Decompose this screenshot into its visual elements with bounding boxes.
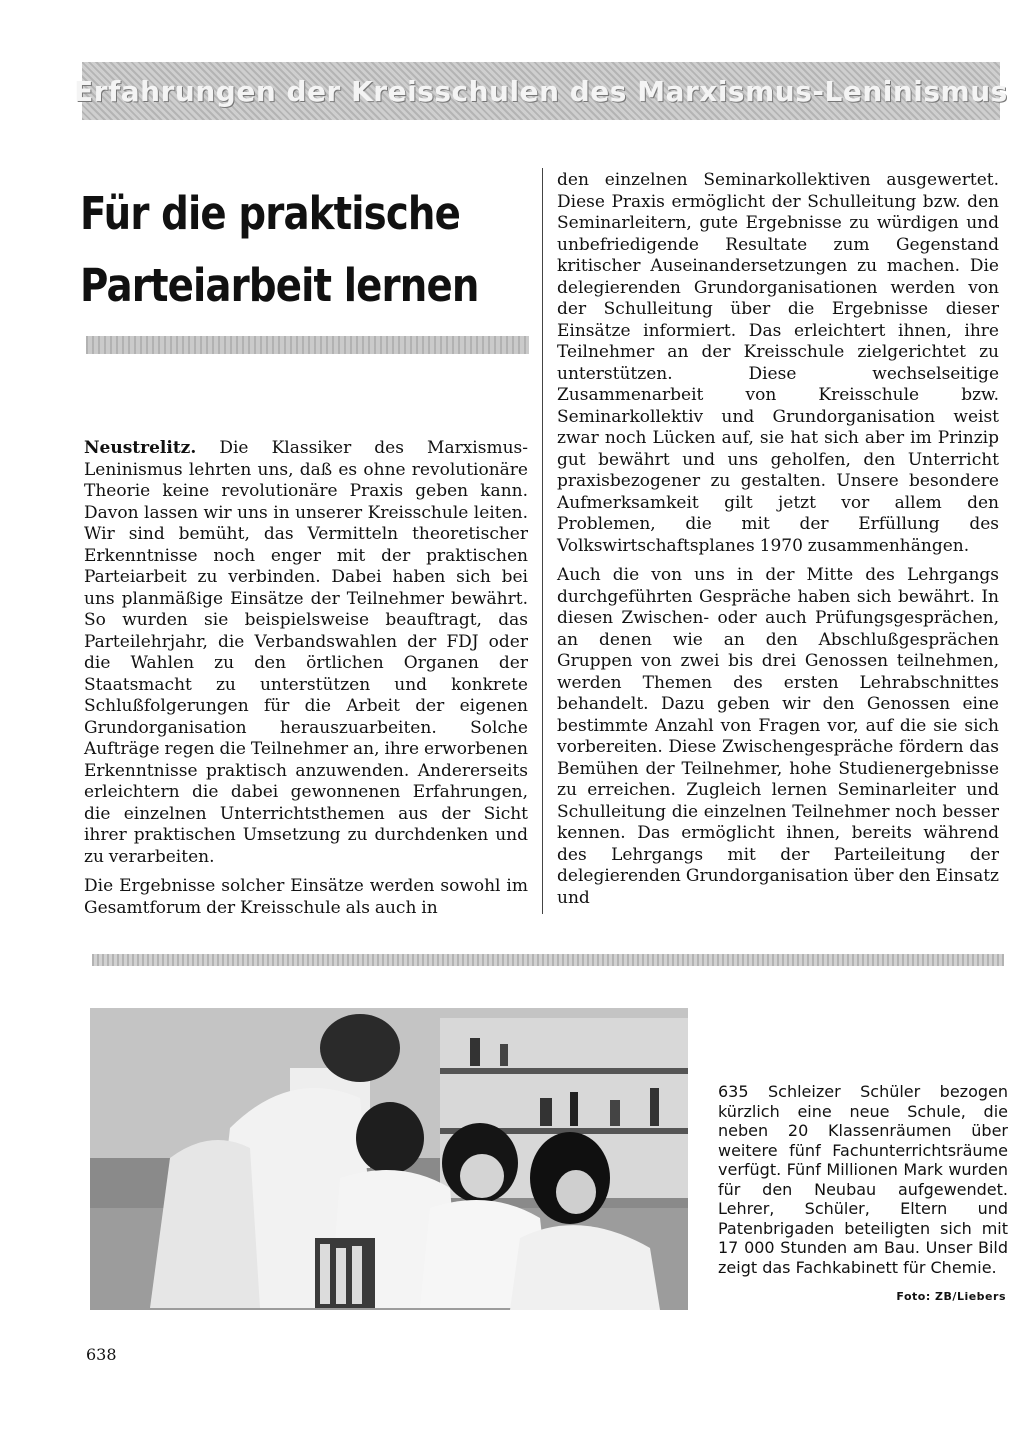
column-divider <box>542 168 543 914</box>
photo-illustration <box>90 1008 688 1310</box>
section-banner <box>74 62 1008 120</box>
article-paragraph <box>84 438 528 868</box>
page-number: 638 <box>86 1345 117 1364</box>
article-column-right <box>557 170 999 917</box>
article-paragraph: Auch die von uns in der Mitte des Lehrgangs durchgeführten Gespräche haben sich bewährt. In diesen Zwischen- oder auch Prüfungsgesprächen, an denen wie an den Abschlußgesprächen Gruppen von zwei bis drei Genossen teilnehmen, werden Themen des ersten Lehrabschnittes behandelt. Dazu geben wir den Genossen eine bestimmte Anzahl von Fragen vor, auf die sie sich vorbereiten. Diese Zwischengespräche fördern das Bemühen der Teilnehmer, hohe Studienergebnisse zu erreichen. Zugleich lernen Seminarleiter und Schulleitung die einzelnen Teilnehmer noch besser kennen. Das ermöglicht ihnen, bereits während des Lehrgangs mit der Parteileitung der delegierenden Grundorganisation über den Einsatz und <box>557 565 999 908</box>
article-paragraph: Die Ergebnisse solcher Einsätze werden sowohl im Gesamtforum der Kreisschule als auch in <box>84 876 528 918</box>
headline-line-1: Für die praktische <box>80 187 461 240</box>
article-paragraph: den einzelnen Seminarkollektiven ausgewertet. Diese Praxis ermöglicht der Schulleitung bzw. den Seminarleitern, gute Ergebnisse zu würdigen und unbefriedigende Resultate zum Gegenstand kritischer Auseinandersetzungen zu machen. Die delegierenden Grundorganisationen werden von der Schulleitung über die Ergebnisse dieser Einsätze informiert. Das erleichtert ihnen, ihre Teilnehmer an der Kreisschule zielgerichtet zu unterstützen. Diese wechselseitige Zusammenarbeit von Kreisschule bzw. Seminarkollektiv und Grundorganisation weist zwar noch Lücken auf, sie hat sich aber im Prinzip gut bewährt und uns geholfen, den Unterricht praxisbezogener zu gestalten. Unsere besondere Aufmerksamkeit gilt jetzt vor allem den Problemen, die mit der Erfüllung des Volkswirtschaftsplanes 1970 zusammenhängen. <box>557 170 999 556</box>
article-column-left <box>84 438 528 927</box>
chemistry-class-photo <box>90 1008 688 1310</box>
photo-divider <box>92 954 1004 966</box>
paragraph-text: Die Klassiker des Marxismus-Leninismus lehrten uns, daß es ohne revolutionäre Theorie keine revolutionäre Praxis geben kann. Davon lassen wir uns in unserer Kreisschule leiten. Wir sind bemüht, das Vermitteln theoretischer Erkenntnisse noch enger mit der praktischen Parteiarbeit zu verbinden. Dabei haben sich bei uns planmäßige Einsätze der Teilnehmer bewährt. So wurden sie beispielsweise beauftragt, das Parteilehrjahr, die Verbandswahlen der FDJ oder die Wahlen zu den örtlichen Organen der Staatsmacht zu unterstützen und konkrete Schlußfolgerungen für die Arbeit der eigenen Grundorganisation herauszuarbeiten. Solche Aufträge regen die Teilnehmer an, ihre erworbenen Erkenntnisse praktisch anzuwenden. Andererseits erleichtern die dabei gewonnenen Erfahrungen, die einzelnen Unterrichtsthemen aus der Sicht ihrer praktischen Umsetzung zu durchdenken und zu verarbeiten. <box>84 438 529 867</box>
headline-divider <box>86 336 529 354</box>
section-banner-title: Erfahrungen der Kreisschulen des Marxismus-Leninismus <box>74 74 1008 108</box>
headline-line-2: Parteiarbeit lernen <box>80 259 479 312</box>
photo-caption: 635 Schleizer Schüler bezogen kürzlich eine neue Schule, die neben 20 Klassenräumen über weitere fünf Fachunterrichtsräume verfügt. Fünf Millionen Mark wurden für den Neubau aufgewendet. Lehrer, Schüler, Eltern und Patenbrigaden beteiligten sich mit 17 000 Stunden am Bau. Unser Bild zeigt das Fachkabinett für Chemie. <box>718 1082 1008 1277</box>
article-headline <box>80 178 479 322</box>
photo-credit: Foto: ZB/Liebers <box>896 1290 1006 1303</box>
dateline-place: Neustrelitz. <box>84 438 197 458</box>
